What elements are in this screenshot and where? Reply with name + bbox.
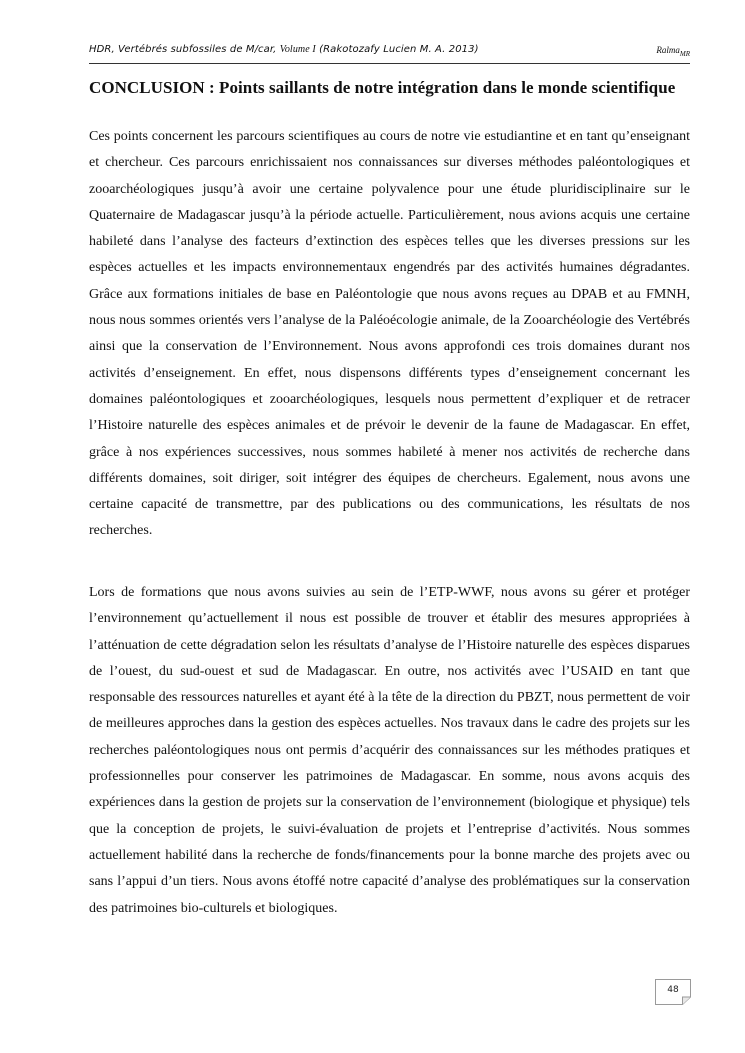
header-volume: Volume I xyxy=(279,44,316,55)
header-signature-sub: MR xyxy=(679,49,690,58)
header-signature-main: Ralma xyxy=(656,45,680,55)
header-signature xyxy=(656,45,690,58)
header-author: (Rakotozafy Lucien M. A. 2013) xyxy=(315,44,479,55)
page-number-box xyxy=(655,979,691,1005)
paragraph-1: Ces points concernent les parcours scientifiques au cours de notre vie estudiantine et en tant qu’enseignant et chercheur. Ces parcours enrichissaient nos connaissances sur diverses méthodes paléontologiques et zooarchéologiques jusqu’à avoir une certaine polyvalence pour une étude pluridisciplinaire sur le Quaternaire de Madagascar jusqu’à la période actuelle. Particulièrement, nous avions acquis une certaine habileté dans l’analyse des facteurs d’extinction des espèces telles que les diverses pressions sur les espèces actuelles et les impacts environnementaux engendrés par des activités humaines dégradantes. Grâce aux formations initiales de base en Paléontologie que nous avons reçues au DPAB et au FMNH, nous nous sommes orientés vers l’analyse de la Paléoécologie animale, de la Zooarchéologie des Vertébrés ainsi que la conservation de l’Environnement. Nous avons approfondi ces trois domaines durant nos activités d’enseignement. En effet, nous dispensons différents types d’enseignement concernant les domaines paléontologiques et zooarchéologiques, lesquels nous permettent d’expliquer et de retracer l’Histoire naturelle des espèces animales et de prévoir le devenir de la faune de Madagascar. En effet, grâce à nos expériences successives, nous sommes habileté à mener nos activités de recherche dans différents domaines, soit diriger, soit intégrer des équipes de chercheurs. Egalement, nous avons une certaine capacité de transmettre, par des publications ou des communications, les résultats de nos recherches. xyxy=(89,129,690,539)
page-number: 48 xyxy=(667,985,679,995)
header-title xyxy=(89,44,479,55)
header-rule xyxy=(89,63,690,64)
paragraph-2: Lors de formations que nous avons suivies au sein de l’ETP-WWF, nous avons su gérer et protéger l’environnement qu’actuellement il nous est possible de trouver et établir des mesures appropriées à l’atténuation de cette dégradation selon les résultats d’analyse de l’Histoire naturelle des espèces disparues de l’ouest, du sud-ouest et sud de Madagascar. En outre, nos activités avec l’USAID en tant que responsable des ressources naturelles et ayant été à la tête de la direction du PBZT, nous permettent de voir de meilleures approches dans la gestion des espèces actuelles. Nos travaux dans le cadre des projets sur les recherches paléontologiques nous ont permis d’acquérir des connaissances sur les méthodes pratiques et professionnelles pour conserver les patrimoines de Madagascar. En somme, nous avons acquis des expériences dans la gestion de projets sur la conservation de l’environnement (biologique et physique) tels que la conception de projets, le suivi-évaluation de projets et l’entreprise d’activités. Nous sommes actuellement habilité dans la recherche de fonds/financements pour la bonne marche des projets avec ou sans l’appui d’un tiers. Nous avons étoffé notre capacité d’analyse des problématiques sur la conservation des patrimoines bio-culturels et biologiques. xyxy=(89,585,690,916)
header-title-part: HDR, Vertébrés subfossiles de M/car, xyxy=(89,44,280,55)
section-title: CONCLUSION : Points saillants de notre intégration dans le monde scientifique xyxy=(89,78,676,97)
